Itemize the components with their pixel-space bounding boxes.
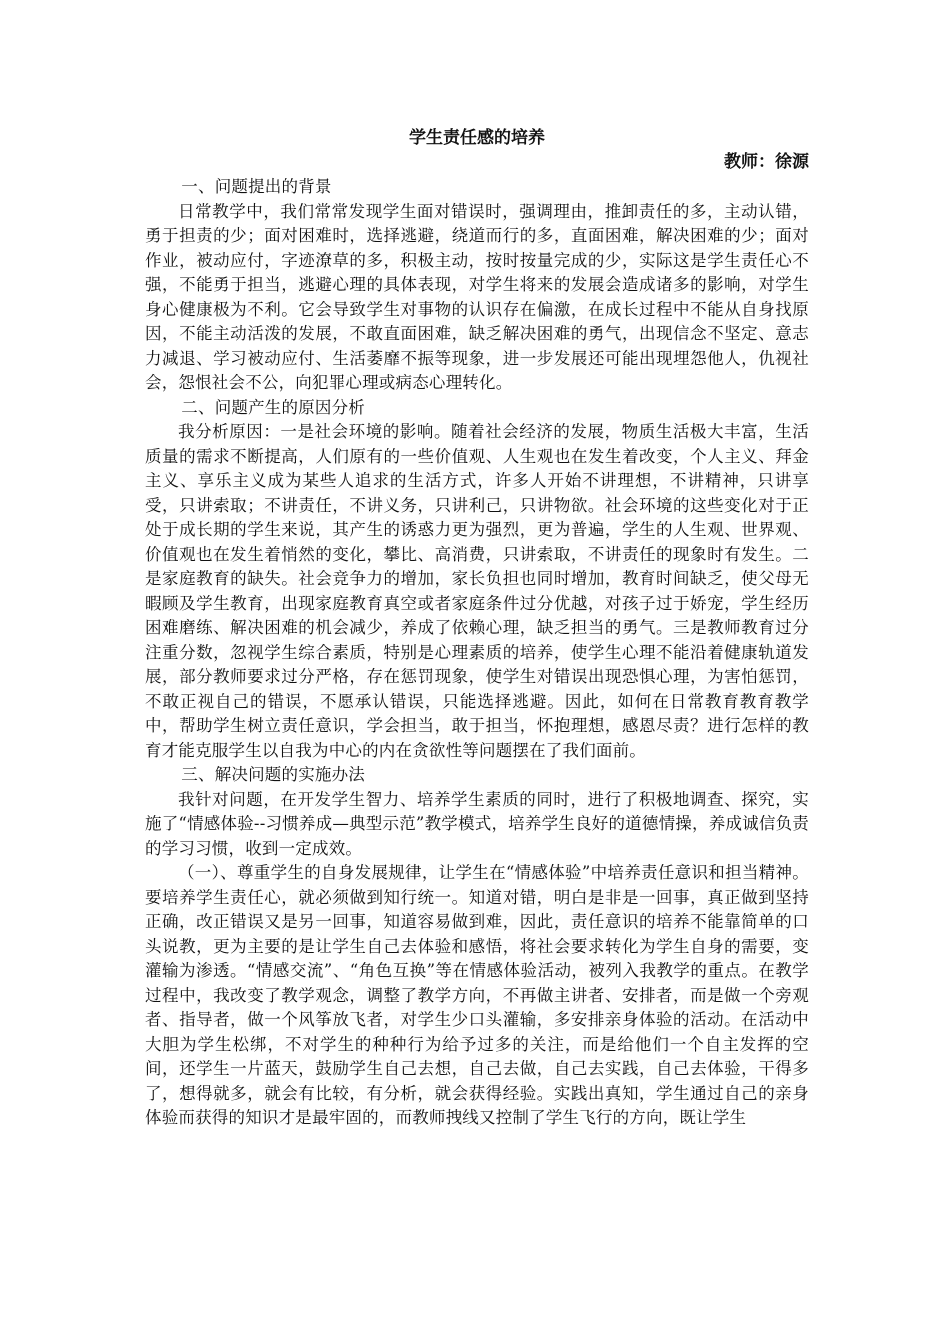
author-line: 教师：徐源 [724,152,809,172]
section-heading-background: 一、问题提出的背景 [181,177,332,196]
paragraph-background: 日常教学中，我们常常发现学生面对错误时，强调理由，推卸责任的多，主动认错，勇于担责的少；面对困难时，选择逃避，绕道而行的多，直面困难，解决困难的少；面对作业，被动应付，字迹潦草的多，积极主动，按时按量完成的少，实际这是学生责任心不强，不能勇于担当，逃避心理的具体表现，对学生将来的发展会造成诸多的影响，对学生身心健康极为不利。它会导致学生对事物的认识存在偏激，在成长过程中不能从自身找原因，不能主动活泼的发展，不敢直面困难，缺乏解决困难的勇气，出现信念不坚定、意志力减退、学习被动应付、生活萎靡不振等现象，进一步发展还可能出现埋怨他人，仇视社会，怨恨社会不公，向犯罪心理或病态心理转化。 [145,201,809,392]
paragraph-solutions-one: （一）、尊重学生的自身发展规律，让学生在“情感体验”中培养责任意识和担当精神。要培养学生责任心，就必须做到知行统一。知道对错，明白是非是一回事，真正做到坚持正确，改正错误又是另一回事，知道容易做到难，因此，责任意识的培养不能靠简单的口头说教，更为主要的是让学生自己去体验和感悟，将社会要求转化为学生自身的需要，变灌输为渗透。“情感交流”、“角色互换”等在情感体验活动，被列入我教学的重点。在教学过程中，我改变了教学观念，调整了教学方向，不再做主讲者、安排者，而是做一个旁观者、指导者，做一个风筝放飞者，对学生少口头灌输，多安排亲身体验的活动。在活动中大胆为学生松绑，不对学生的种种行为给予过多的关注，而是给他们一个自主发挥的空间，还学生一片蓝天，鼓励学生自己去想，自己去做，自己去实践，自己去体验，干得多了，想得就多，就会有比较，有分析，就会获得经验。实践出真知，学生通过自己的亲身体验而获得的知识才是最牢固的，而教师拽线又控制了学生飞行的方向，既让学生 [145,863,809,1127]
paragraph-solutions-intro: 我针对问题，在开发学生智力、培养学生素质的同时，进行了积极地调查、探究，实施了“情感体验--习惯养成—典型示范”教学模式，培养学生良好的道德情操，养成诚信负责的学习习惯，收到一定成效。 [145,789,809,858]
paragraph-causes: 我分析原因：一是社会环境的影响。随着社会经济的发展，物质生活极大丰富，生活质量的需求不断提高，人们原有的一些价值观、人生观也在发生着改变，个人主义、拜金主义、享乐主义成为某些人追求的生活方式，许多人开始不讲理想，不讲精神，只讲享受，只讲索取；不讲责任，不讲义务，只讲利己，只讲物欲。社会环境的这些变化对于正处于成长期的学生来说，其产生的诱惑力更为强烈，更为普遍，学生的人生观、世界观、价值观也在发生着悄然的变化，攀比、高消费，只讲索取，不讲责任的现象时有发生。二是家庭教育的缺失。社会竞争力的增加，家长负担也同时增加，教育时间缺乏，使父母无暇顾及学生教育，出现家庭教育真空或者家庭条件过分优越，对孩子过于娇宠，学生经历困难磨练、解决困难的机会减少，养成了依赖心理，缺乏担当的勇气。三是教师教育过分注重分数，忽视学生综合素质，特别是心理素质的培养，使学生心理不能沿着健康轨道发展，部分教师要求过分严格，存在惩罚现象，使学生对错误出现恐惧心理，为害怕惩罚，不敢正视自己的错误，不愿承认错误，只能选择逃避。因此，如何在日常教育教育教学中，帮助学生树立责任意识，学会担当，敢于担当，怀抱理想，感恩尽责？进行怎样的教育才能克服学生以自我为中心的内在贪欲性等问题摆在了我们面前。 [145,422,809,760]
document-body [145,175,809,1131]
document-title: 学生责任感的培养 [409,128,545,148]
section-heading-solutions: 三、解决问题的实施办法 [181,765,365,784]
section-heading-causes: 二、问题产生的原因分析 [181,397,365,417]
document-page [145,127,809,1131]
